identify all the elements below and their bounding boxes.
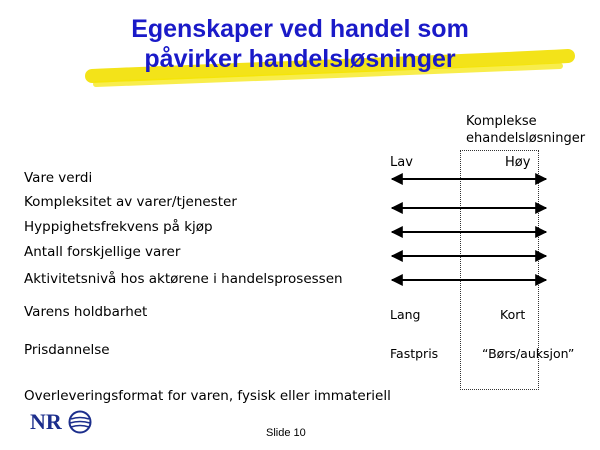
row-label-pricing: Prisdannelse xyxy=(24,342,110,358)
durability-right-label: Kort xyxy=(500,307,526,322)
row-label-value: Vare verdi xyxy=(24,170,93,186)
row-label-delivery-format: Overleveringsformat for varen, fysisk eller immateriell xyxy=(24,388,391,404)
row-label-frequency: Hyppighetsfrekvens på kjøp xyxy=(24,219,213,235)
row-label-complexity: Kompleksitet av varer/tjenester xyxy=(24,194,237,210)
durability-left-label: Lang xyxy=(390,307,421,322)
scale-arrows xyxy=(380,170,560,290)
row-label-durability: Varens holdbarhet xyxy=(24,304,148,320)
slide-number: Slide 10 xyxy=(266,427,306,439)
slide-title xyxy=(0,14,600,74)
row-label-variety: Antall forskjellige varer xyxy=(24,244,181,260)
column-high-label: Høy xyxy=(505,155,531,170)
nr-logo xyxy=(30,409,96,435)
row-label-activity: Aktivitetsnivå hos aktørene i handelsprosessen xyxy=(24,271,343,287)
slide-title-line-1: Egenskaper ved handel som xyxy=(131,15,469,43)
complex-header-line-2: ehandelsløsninger xyxy=(466,131,586,146)
complex-header-line-1: Komplekse xyxy=(466,114,537,129)
pricing-left-label: Fastpris xyxy=(390,346,439,361)
nr-logo-text: NR xyxy=(30,409,62,434)
pricing-right-label: “Børs/auksjon” xyxy=(482,346,575,361)
globe-icon xyxy=(68,410,92,434)
slide-title-line-2: påvirker handelsløsninger xyxy=(144,45,456,73)
column-low-label: Lav xyxy=(390,155,413,170)
